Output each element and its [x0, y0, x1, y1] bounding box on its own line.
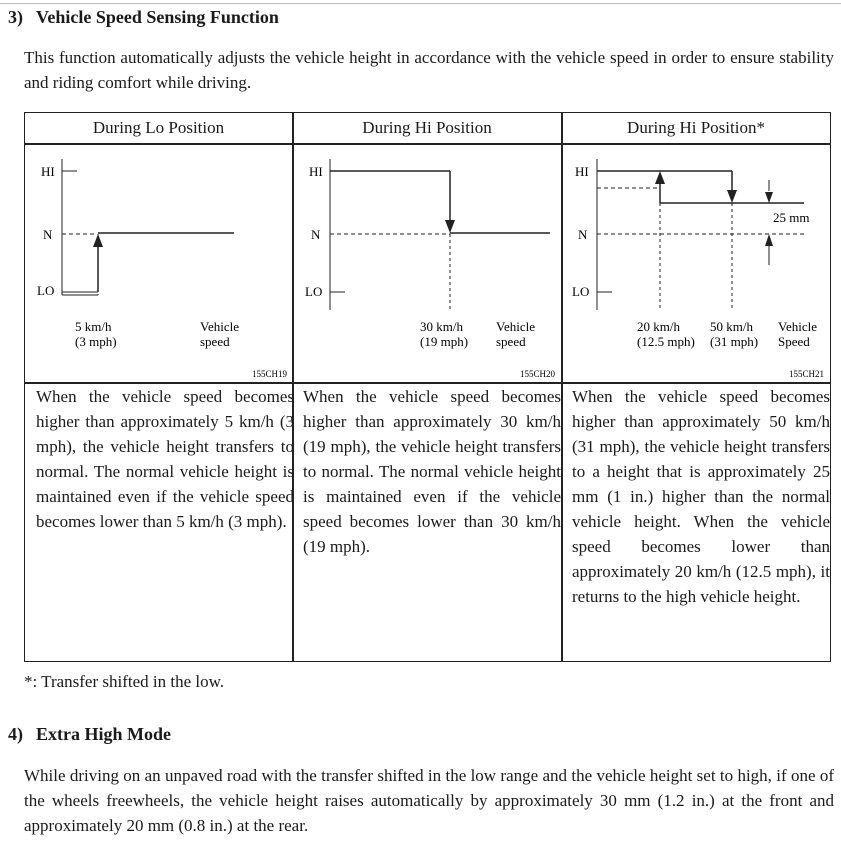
d1-figure-code: 155CH19	[251, 369, 287, 379]
d3-speed-a-label-mph: (12.5 mph)	[637, 334, 695, 349]
d3-offset-label: 25 mm	[773, 210, 810, 225]
d3-hi-label: HI	[575, 164, 589, 179]
d1-n-label: N	[43, 227, 53, 242]
d3-speed-b-label: 50 km/h	[710, 319, 753, 334]
section-4-heading	[8, 724, 171, 745]
d3-lo-label: LO	[572, 284, 590, 299]
d2-lo-label: LO	[305, 284, 323, 299]
d1-axis-label: Vehicle	[200, 319, 239, 334]
d3-speed-b-label-mph: (31 mph)	[710, 334, 759, 349]
d3-n-label: N	[578, 227, 588, 242]
d1-lo-label: LO	[37, 283, 55, 298]
section-4-body: While driving on an unpaved road with the transfer shifted in the low range and the vehicle height set to high, if one of the wheels freewheels, the vehicle height raises automatically by approximately 30 mm (1.2 in.) at the front and approximately 20 mm (0.8 in.) at the rear.	[24, 766, 834, 835]
page-top-rule	[0, 3, 841, 4]
d2-speed-label: 30 km/h	[420, 319, 463, 334]
d3-offset-top-arrowhead	[765, 192, 773, 203]
d1-hi-label: HI	[41, 164, 55, 179]
d3-axis-label: Vehicle	[778, 319, 817, 334]
section-3-title: Vehicle Speed Sensing Function	[36, 7, 279, 27]
speed-sensing-table	[24, 112, 831, 662]
section-3-number: 3)	[8, 7, 23, 27]
section-3-intro: This function automatically adjusts the vehicle height in accordance with the vehicle speed in order to ensure stability and riding comfort while driving.	[24, 48, 834, 92]
section-4-title: Extra High Mode	[36, 724, 171, 744]
header-lo-position: During Lo Position	[92, 118, 225, 137]
d1-rise-arrowhead	[93, 234, 103, 247]
diagram-lo-position	[25, 145, 293, 385]
d3-drop-arrowhead	[727, 190, 737, 203]
section-3-heading	[8, 7, 279, 28]
d2-hi-label: HI	[309, 164, 323, 179]
d1-speed-label: 5 km/h	[75, 319, 112, 334]
diagram-hi-position-low-transfer	[562, 145, 830, 385]
footnote: *: Transfer shifted in the low.	[24, 672, 225, 691]
d2-n-label: N	[311, 227, 321, 242]
d2-axis-label-2: speed	[496, 334, 526, 349]
header-hi-position-low-transfer: During Hi Position*	[627, 118, 765, 137]
description-hi-position-low-transfer: When the vehicle speed becomes higher than approximately 50 km/h (31 mph), the vehicle height transfers to a height that is approximately 25 mm (1 in.) higher than the normal vehicle height. When the vehicle speed becomes lower than approximately 20 km/h (12.5 mph), it returns to the high vehicle height.	[572, 387, 830, 606]
d1-axis-label-2: speed	[200, 334, 230, 349]
d2-speed-label-mph: (19 mph)	[420, 334, 469, 349]
d3-offset-bottom-arrowhead	[765, 234, 773, 246]
d2-drop-arrowhead	[445, 220, 455, 233]
d3-rise-arrowhead	[655, 171, 665, 184]
diagram-hi-position	[293, 145, 561, 385]
description-hi-position: When the vehicle speed becomes higher than approximately 30 km/h (19 mph), the vehicle height transfers to normal. The normal vehicle height is maintained even if the vehicle speed becomes lower than 30 km/h (19 mph).	[303, 387, 561, 556]
d3-axis-label-2: Speed	[778, 334, 810, 349]
d1-speed-label-mph: (3 mph)	[75, 334, 117, 349]
header-hi-position: During Hi Position	[362, 118, 492, 137]
d2-figure-code: 155CH20	[519, 369, 555, 379]
d3-speed-a-label: 20 km/h	[637, 319, 680, 334]
section-4-number: 4)	[8, 724, 23, 744]
d2-axis-label: Vehicle	[496, 319, 535, 334]
description-lo-position: When the vehicle speed becomes higher than approximately 5 km/h (3 mph), the vehicle height transfers to normal. The normal vehicle height is maintained even if the vehicle speed becomes lower than 5 km/h (3 mph).	[36, 387, 294, 531]
d3-figure-code: 155CH21	[788, 369, 824, 379]
